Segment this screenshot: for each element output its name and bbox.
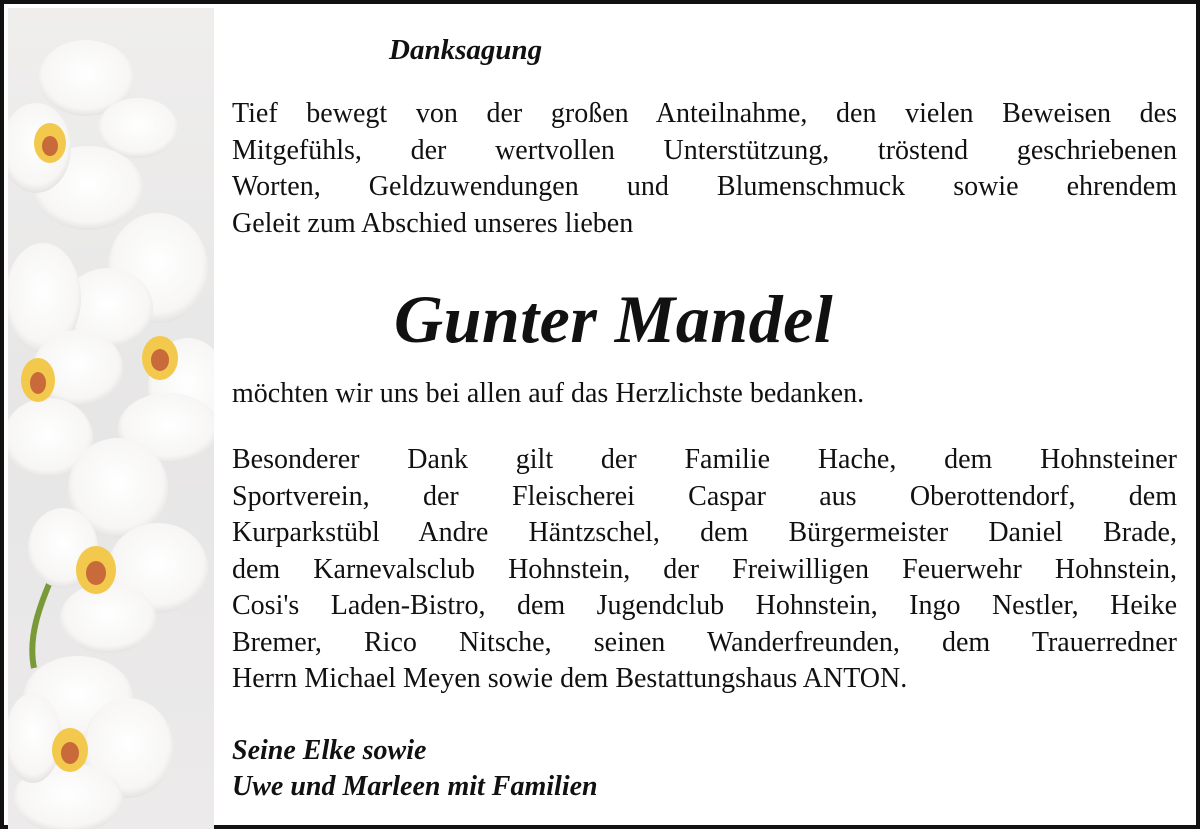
deceased-name: Gunter Mandel (394, 281, 834, 357)
text-line: Cosi's Laden-Bistro, dem Jugendclub Hohnstein, Ingo Nestler, Heike (232, 590, 1177, 621)
intro-paragraph (232, 96, 1177, 242)
text-line: Mitgefühls, der wertvollen Unterstützung, tröstend geschriebenen (232, 134, 1177, 166)
orchid-decoration (8, 8, 214, 829)
notice-heading: Danksagung (389, 34, 543, 66)
text-line: Worten, Geldzuwendungen und Blumenschmuck sowie ehrendem (232, 171, 1177, 202)
signature-line: Uwe und Marleen mit Familien (232, 771, 598, 802)
text-line: dem Karnevalsclub Hohnstein, der Freiwilligen Feuerwehr Hohnstein, (232, 553, 1177, 585)
orchid-flower (8, 40, 178, 230)
orchid-image (8, 8, 214, 829)
text-line: Tief bewegt von der großen Anteilnahme, den vielen Beweisen des (232, 98, 1177, 129)
text-line: Geleit zum Abschied unseres lieben (232, 207, 634, 239)
signature-line: Seine Elke sowie (232, 735, 427, 766)
special-thanks-paragraph (232, 442, 1177, 698)
signature (232, 733, 598, 805)
text-line: Herrn Michael Meyen sowie dem Bestattungshaus ANTON. (232, 663, 908, 694)
orchid-flower (8, 656, 173, 829)
text-line: Kurparkstübl Andre Häntzschel, dem Bürgermeister Daniel Brade, (232, 517, 1177, 548)
thanks-line: möchten wir uns bei allen auf das Herzlichste bedanken. (232, 378, 865, 409)
text-line: Sportverein, der Fleischerei Caspar aus Oberottendorf, dem (232, 480, 1177, 512)
text-line: Besonderer Dank gilt der Familie Hache, dem Hohnsteiner (232, 444, 1177, 475)
text-line: Bremer, Rico Nitsche, seinen Wanderfreunden, dem Trauerredner (232, 626, 1177, 658)
